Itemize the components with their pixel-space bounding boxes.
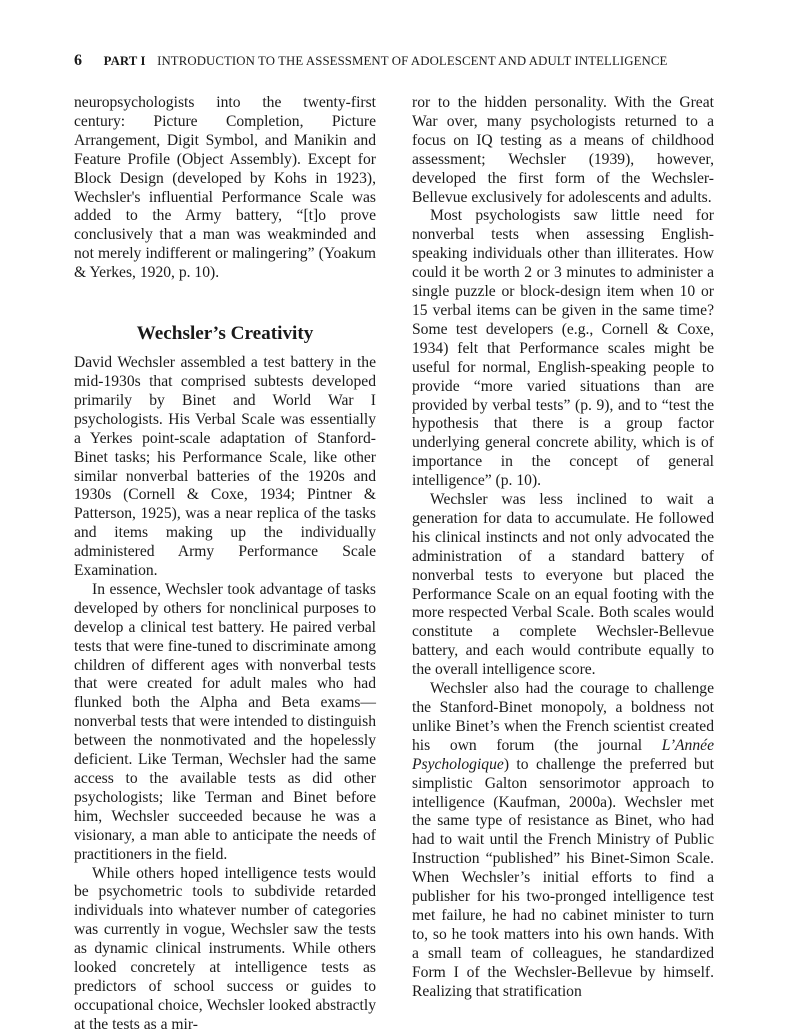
paragraph: David Wechsler assembled a test battery in the mid-1930s that comprised subtests developed primarily by Binet and World War I psychologists. His Verbal Scale was essentially a Yerkes point-scale adaptation of Stanford-Binet tasks; his Performance Scale, like other similar nonverbal batteries of the 1920s and 1930s (Cornell & Coxe, 1934; Pintner & Patterson, 1925), was a near replica of the tasks and items making up the individually administered Army Performance Scale Examination.: [74, 354, 376, 580]
left-column: [74, 94, 376, 1035]
paragraph: Wechsler was less inclined to wait a generation for data to accumulate. He followed his clinical instincts and not only advocated the administration of a standard battery of nonverbal tests to everyone but placed the Performance Scale on an equal footing with the more respected Verbal Scale. Both scales would constitute a complete Wechsler-Bellevue battery, and each would contribute equally to the overall intelligence score.: [412, 491, 714, 679]
paragraph: Most psychologists saw little need for nonverbal tests when assessing English-speaking individuals other than illiterates. How could it be worth 2 or 3 minutes to administer a single puzzle or block-design item when 10 or 15 verbal items can be given in the same time? Some test developers (e.g., Cornell & Coxe, 1934) felt that Performance scales might be useful for normal, English-speaking people to provide “more varied situations than are provided by verbal tests” (p. 9), and to “test the hypothesis that there is a group factor underlying general concrete ability, which is of importance in the concept of general intelligence” (p. 10).: [412, 207, 714, 490]
paragraph: In essence, Wechsler took advantage of tasks developed by others for nonclinical purposes to develop a clinical test battery. He paired verbal tests that were fine-tuned to discriminate among children of different ages with nonverbal tests that were created for adult males who had flunked both the Alpha and Beta exams—nonverbal tests that were intended to distinguish between the nonmotivated and the hopelessly deficient. Like Terman, Wechsler had the same access to the available tests as did other psychologists; like Terman and Binet before him, Wechsler succeeded because he was a visionary, a man able to anticipate the needs of practitioners in the field.: [74, 580, 376, 863]
running-title: INTRODUCTION TO THE ASSESSMENT OF ADOLESCENT AND ADULT INTELLIGENCE: [157, 54, 668, 68]
section-heading: Wechsler’s Creativity: [136, 323, 314, 345]
paragraph: While others hoped intelligence tests would be psychometric tools to subdivide retarded individuals into whatever number of categories was currently in vogue, Wechsler saw the tests as dynamic clinical instruments. While others looked concretely at intelligence tests as predictors of school success or guides to occupational choice, Wechsler looked abstractly at the tests as a mir-: [74, 864, 376, 1033]
paragraph: ror to the hidden personality. With the Great War over, many psychologists returned to a focus on IQ testing as a means of childhood assessment; Wechsler (1939), however, developed the first form of the Wechsler-Bellevue exclusively for adolescents and adults.: [412, 94, 714, 206]
paragraph-text: Wechsler also had the courage to challenge the Stanford-Binet monopoly, a boldness not unlike Binet’s when the French scientist created his own forum (the journal: [412, 680, 714, 754]
page-number: 6: [74, 52, 83, 69]
journal-title: L’Année Psychologique: [412, 736, 714, 773]
part-label: PART I: [103, 54, 146, 68]
running-header: [74, 52, 734, 70]
right-column: [412, 94, 714, 1002]
paragraph: neuropsychologists into the twenty-first century: Picture Completion, Picture Arrangement, Digit Symbol, and Manikin and Feature Profile (Object Assembly). Except for Block Design (developed by Kohs in 1923), Wechsler's influential Performance Scale was added to the Army battery, “[t]o prove conclusively that a man was weakminded and not merely indifferent or malingering” (Yoakum & Yerkes, 1920, p. 10).: [74, 94, 376, 282]
paragraph: [412, 680, 714, 1001]
paragraph-text: ) to challenge the preferred but simplistic Galton sensorimotor approach to intelligence (Kaufman, 2000a). Wechsler met the same type of resistance as Binet, who had had to wait until the French Ministry of Public Instruction “published” his Binet-Simon Scale. When Wechsler’s initial efforts to find a publisher for his two-pronged intelligence test met failure, he had no cabinet minister to turn to, so he took matters into his own hands. With a small team of colleagues, he standardized Form I of the Wechsler-Bellevue by himself. Realizing that stratification: [412, 755, 714, 1000]
